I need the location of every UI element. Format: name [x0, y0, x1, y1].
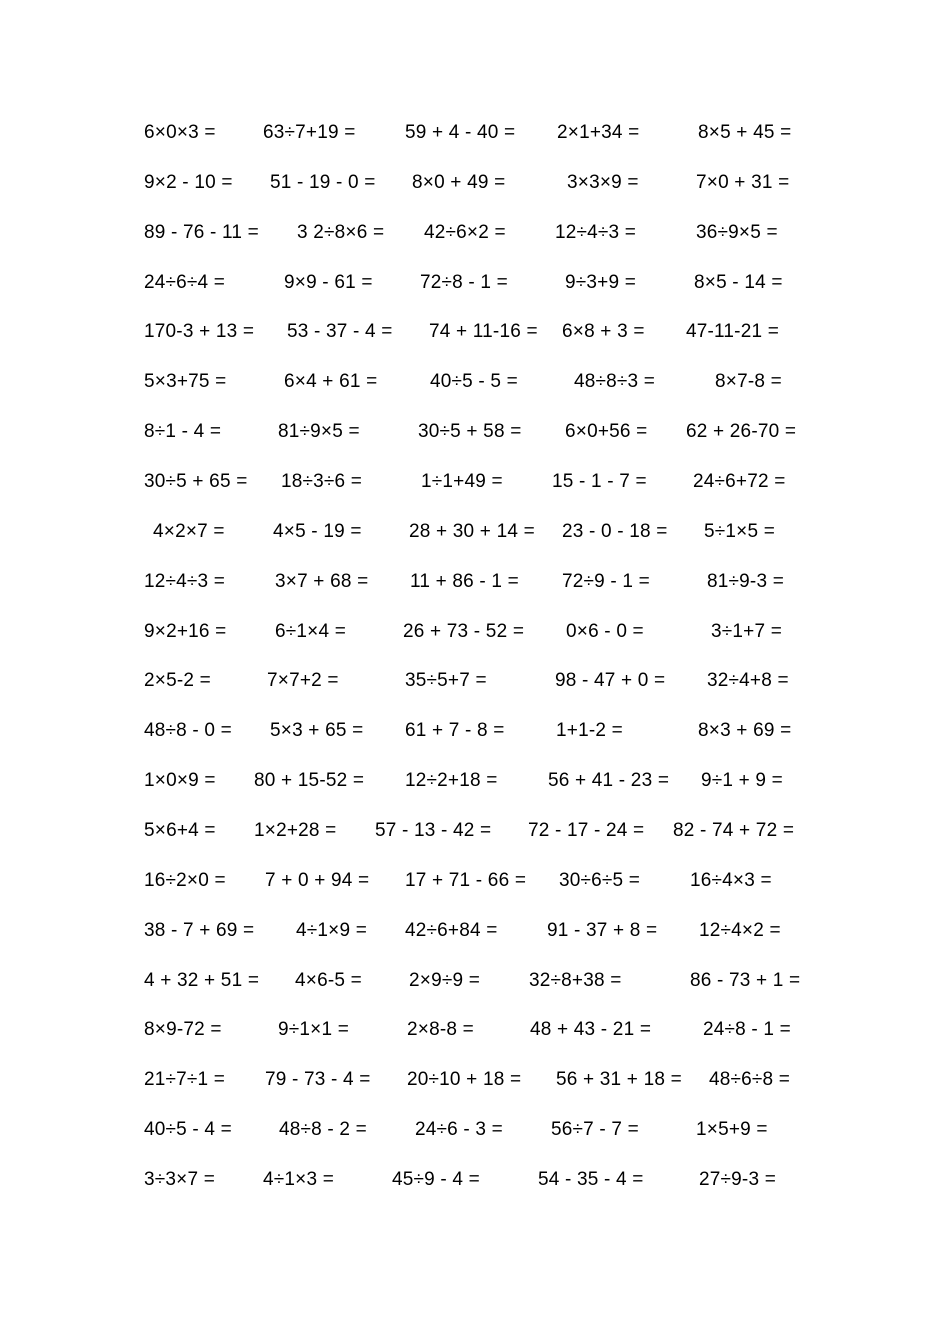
arithmetic-problem: 56 + 41 - 23 =	[548, 770, 670, 792]
arithmetic-problem: 1+1-2 =	[556, 720, 623, 742]
arithmetic-problem: 8×5 + 45 =	[698, 122, 792, 143]
problem-row	[0, 168, 950, 198]
arithmetic-problem: 3×3×9 =	[567, 171, 639, 193]
arithmetic-problem: 4 + 32 + 51 =	[144, 969, 260, 991]
arithmetic-problem: 48 + 43 - 21 =	[530, 1019, 652, 1041]
arithmetic-problem: 17 + 71 - 66 =	[405, 869, 527, 891]
arithmetic-problem: 2×5-2 =	[144, 670, 211, 692]
arithmetic-problem: 24÷6+72 =	[693, 470, 786, 492]
problem-row	[0, 1015, 950, 1045]
problem-row	[0, 716, 950, 746]
arithmetic-problem: 40÷5 - 4 =	[144, 1119, 232, 1140]
arithmetic-problem: 79 - 73 - 4 =	[265, 1069, 371, 1091]
arithmetic-problem: 21÷7÷1 =	[144, 1069, 226, 1091]
arithmetic-problem: 63÷7+19 =	[263, 122, 356, 143]
arithmetic-problem: 7×0 + 31 =	[696, 171, 790, 193]
arithmetic-problem: 5×3 + 65 =	[270, 720, 364, 742]
arithmetic-problem: 74 + 11-16 =	[429, 321, 538, 343]
arithmetic-problem: 3 2÷8×6 =	[297, 221, 385, 243]
arithmetic-problem: 61 + 7 - 8 =	[405, 720, 505, 742]
arithmetic-problem: 56÷7 - 7 =	[551, 1119, 639, 1140]
arithmetic-problem: 6×0+56 =	[565, 421, 648, 443]
arithmetic-problem: 26 + 73 - 52 =	[403, 620, 525, 642]
problem-row	[0, 966, 950, 996]
problem-row	[0, 268, 950, 298]
arithmetic-problem: 42÷6×2 =	[424, 221, 506, 243]
arithmetic-problem: 30÷6÷5 =	[559, 869, 641, 891]
problem-row	[0, 218, 950, 248]
arithmetic-problem: 5×3+75 =	[144, 371, 227, 393]
arithmetic-problem: 28 + 30 + 14 =	[409, 520, 535, 542]
problem-row	[0, 816, 950, 846]
arithmetic-problem: 48÷8 - 2 =	[279, 1119, 367, 1140]
arithmetic-problem: 23 - 0 - 18 =	[562, 520, 668, 542]
arithmetic-problem: 32÷4+8 =	[707, 670, 789, 692]
arithmetic-problem: 9÷1×1 =	[278, 1019, 349, 1041]
problem-row	[0, 467, 950, 497]
arithmetic-problem: 38 - 7 + 69 =	[144, 919, 255, 941]
arithmetic-problem: 72÷9 - 1 =	[562, 570, 650, 592]
arithmetic-problem: 4×2×7 =	[153, 520, 225, 542]
arithmetic-problem: 57 - 13 - 42 =	[375, 819, 492, 841]
arithmetic-problem: 16÷4×3 =	[690, 869, 772, 891]
arithmetic-problem: 98 - 47 + 0 =	[555, 670, 666, 692]
arithmetic-problem: 32÷8+38 =	[529, 969, 622, 991]
arithmetic-problem: 40÷5 - 5 =	[430, 371, 518, 393]
problem-row	[0, 617, 950, 647]
arithmetic-problem: 54 - 35 - 4 =	[538, 1168, 644, 1190]
arithmetic-problem: 9÷3+9 =	[565, 271, 636, 293]
arithmetic-problem: 4×5 - 19 =	[273, 520, 362, 542]
arithmetic-problem: 48÷6÷8 =	[709, 1069, 791, 1091]
arithmetic-problem: 24÷6÷4 =	[144, 271, 226, 293]
arithmetic-problem: 6÷1×4 =	[275, 620, 346, 642]
arithmetic-problem: 1÷1+49 =	[421, 470, 503, 492]
problem-row	[0, 916, 950, 946]
problem-row	[0, 866, 950, 896]
arithmetic-problem: 72 - 17 - 24 =	[528, 819, 645, 841]
arithmetic-problem: 8×3 + 69 =	[698, 720, 792, 742]
arithmetic-problem: 42÷6+84 =	[405, 919, 498, 941]
problem-row	[0, 567, 950, 597]
arithmetic-problem: 62 + 26-70 =	[686, 421, 797, 443]
arithmetic-problem: 8×9-72 =	[144, 1019, 222, 1041]
arithmetic-problem: 27÷9-3 =	[699, 1168, 776, 1190]
arithmetic-problem: 16÷2×0 =	[144, 869, 226, 891]
arithmetic-problem: 24÷6 - 3 =	[415, 1119, 503, 1140]
arithmetic-problem: 2×1+34 =	[557, 122, 640, 143]
arithmetic-problem: 1×0×9 =	[144, 770, 216, 792]
arithmetic-problem: 12÷4÷3 =	[555, 221, 637, 243]
arithmetic-problem: 56 + 31 + 18 =	[556, 1069, 682, 1091]
arithmetic-problem: 9÷1 + 9 =	[701, 770, 783, 792]
arithmetic-problem: 30÷5 + 58 =	[418, 421, 522, 443]
arithmetic-problem: 1×2+28 =	[254, 819, 337, 841]
arithmetic-problem: 8×5 - 14 =	[694, 271, 783, 293]
arithmetic-problem: 0×6 - 0 =	[566, 620, 644, 642]
arithmetic-problem: 15 - 1 - 7 =	[552, 470, 647, 492]
problem-row	[0, 1115, 950, 1145]
arithmetic-problem: 7 + 0 + 94 =	[265, 869, 370, 891]
problem-row	[0, 317, 950, 347]
arithmetic-problem: 48÷8 - 0 =	[144, 720, 232, 742]
arithmetic-problem: 4÷1×3 =	[263, 1168, 334, 1190]
arithmetic-problem: 3×7 + 68 =	[275, 570, 369, 592]
arithmetic-problem: 30÷5 + 65 =	[144, 470, 248, 492]
arithmetic-problem: 6×8 + 3 =	[562, 321, 645, 343]
arithmetic-problem: 9×2+16 =	[144, 620, 227, 642]
arithmetic-problem: 86 - 73 + 1 =	[690, 969, 801, 991]
arithmetic-problem: 1×5+9 =	[696, 1119, 768, 1140]
arithmetic-problem: 2×9÷9 =	[409, 969, 480, 991]
arithmetic-problem: 72÷8 - 1 =	[420, 271, 508, 293]
arithmetic-problem: 9×2 - 10 =	[144, 171, 233, 193]
arithmetic-problem: 5×6+4 =	[144, 819, 216, 841]
arithmetic-problem: 81÷9-3 =	[707, 570, 784, 592]
arithmetic-problem: 20÷10 + 18 =	[407, 1069, 522, 1091]
problem-row	[0, 666, 950, 696]
arithmetic-problem: 48÷8÷3 =	[574, 371, 656, 393]
arithmetic-problem: 35÷5+7 =	[405, 670, 487, 692]
arithmetic-problem: 89 - 76 - 11 =	[144, 221, 259, 243]
arithmetic-problem: 81÷9×5 =	[278, 421, 360, 443]
arithmetic-problem: 59 + 4 - 40 =	[405, 122, 516, 143]
arithmetic-problem: 2×8-8 =	[407, 1019, 474, 1041]
arithmetic-problem: 4×6-5 =	[295, 969, 362, 991]
arithmetic-problem: 12÷2+18 =	[405, 770, 498, 792]
arithmetic-problem: 12÷4÷3 =	[144, 570, 226, 592]
arithmetic-problem: 6×4 + 61 =	[284, 371, 378, 393]
arithmetic-problem: 6×0×3 =	[144, 122, 216, 143]
arithmetic-problem: 12÷4×2 =	[699, 919, 781, 941]
arithmetic-problem: 18÷3÷6 =	[281, 470, 363, 492]
arithmetic-problem: 7×7+2 =	[267, 670, 339, 692]
problem-row	[0, 417, 950, 447]
arithmetic-problem: 5÷1×5 =	[704, 520, 775, 542]
arithmetic-problem: 53 - 37 - 4 =	[287, 321, 393, 343]
problem-row	[0, 367, 950, 397]
problem-row	[0, 118, 950, 148]
arithmetic-problem: 170-3 + 13 =	[144, 321, 255, 343]
arithmetic-problem: 8×7-8 =	[715, 371, 782, 393]
arithmetic-problem: 4÷1×9 =	[296, 919, 367, 941]
problem-row	[0, 517, 950, 547]
arithmetic-problem: 82 - 74 + 72 =	[673, 819, 795, 841]
arithmetic-problem: 9×9 - 61 =	[284, 271, 373, 293]
arithmetic-problem: 51 - 19 - 0 =	[270, 171, 376, 193]
problem-row	[0, 1065, 950, 1095]
arithmetic-problem: 47-11-21 =	[686, 321, 780, 343]
arithmetic-problem: 80 + 15-52 =	[254, 770, 365, 792]
arithmetic-problem: 45÷9 - 4 =	[392, 1168, 480, 1190]
arithmetic-problem: 8×0 + 49 =	[412, 171, 506, 193]
arithmetic-problem: 91 - 37 + 8 =	[547, 919, 658, 941]
arithmetic-problem: 8÷1 - 4 =	[144, 421, 222, 443]
arithmetic-problem: 36÷9×5 =	[696, 221, 778, 243]
problem-row	[0, 1165, 950, 1195]
arithmetic-problem: 11 + 86 - 1 =	[410, 570, 519, 592]
arithmetic-problem: 24÷8 - 1 =	[703, 1019, 791, 1041]
arithmetic-problem: 3÷3×7 =	[144, 1168, 215, 1190]
arithmetic-problem: 3÷1+7 =	[711, 620, 782, 642]
problem-row	[0, 766, 950, 796]
